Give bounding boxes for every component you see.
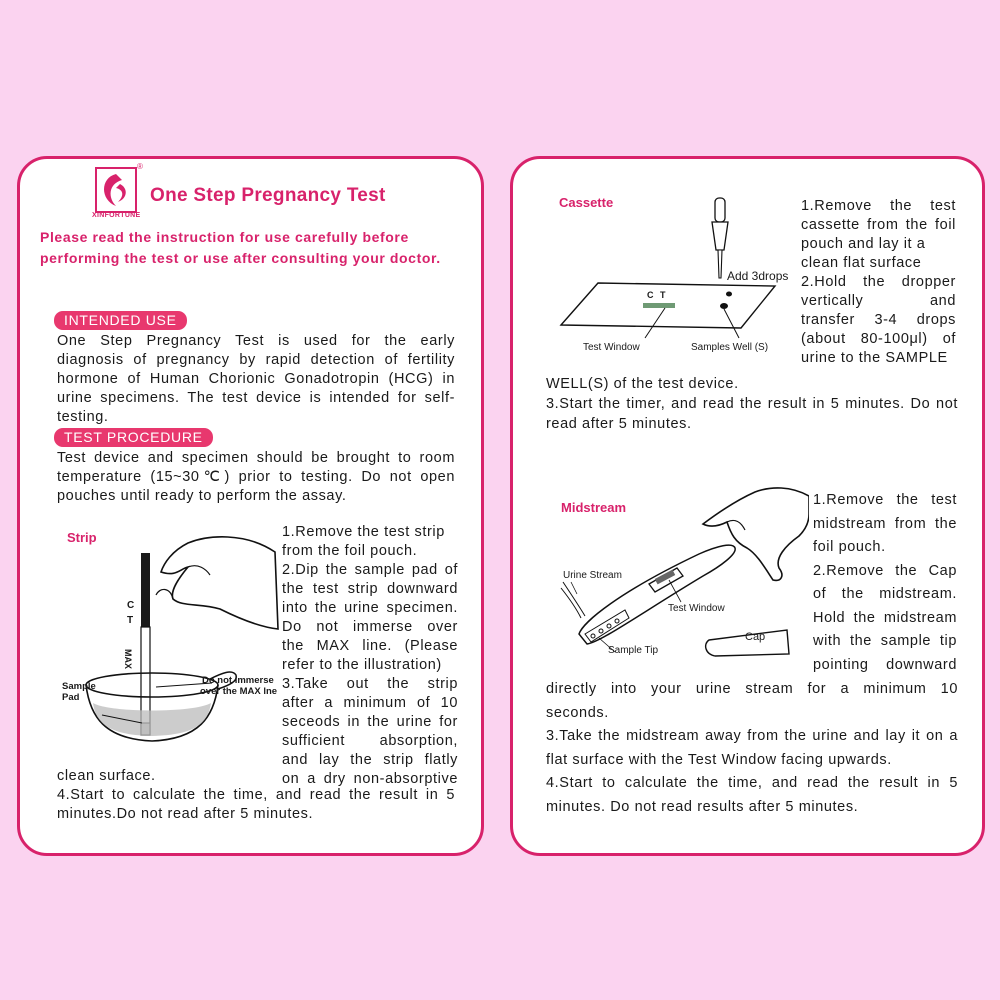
page-title: One Step Pregnancy Test xyxy=(150,185,386,206)
intended-use-text xyxy=(57,332,455,427)
step-line: pointing downward xyxy=(813,656,957,673)
urine-stream-label: Urine Stream xyxy=(563,570,622,581)
step-line: midstream from the xyxy=(813,515,957,532)
step-line: urine to the SAMPLE xyxy=(801,350,948,366)
samples-well-label: Samples Well (S) xyxy=(691,342,769,353)
brand-logo xyxy=(82,162,146,224)
text-line: Test device and specimen should be brought to room xyxy=(57,450,455,466)
step-line: with the sample tip xyxy=(813,633,957,649)
strip-dip-illustration xyxy=(60,527,285,752)
step-line: the test strip downward xyxy=(282,581,458,597)
cassette-label: Cassette xyxy=(559,195,614,210)
midstream-test-window-label: Test Window xyxy=(668,603,725,614)
cassette-ct-mark: C T xyxy=(647,290,668,300)
text-line: 4.Start to calculate the time, and read the result in 5 xyxy=(57,787,455,803)
dropper-icon xyxy=(712,198,728,278)
step-line: transfer 3-4 drops xyxy=(801,312,956,328)
text-line: WELL(S) of the test device. xyxy=(546,376,739,392)
step-line: and lay the strip flatly xyxy=(282,752,458,768)
midstream-steps xyxy=(813,489,957,677)
step-line: 2.Hold the dropper xyxy=(801,274,956,290)
text-line: temperature (15~30℃) prior to testing. Do not open xyxy=(57,469,455,485)
logo-text: XINFORTUNE xyxy=(92,212,141,219)
step-line: on a dry non-absorptive xyxy=(282,771,458,787)
left-instruction-card xyxy=(17,156,484,856)
strip-t-mark: T xyxy=(127,615,134,626)
cassette-tail-text xyxy=(546,374,958,434)
right-instruction-card xyxy=(510,156,985,856)
midstream-label: Midstream xyxy=(561,500,627,515)
cassette-steps xyxy=(801,197,956,368)
step-line: 3.Take out the strip xyxy=(282,676,458,692)
text-line: seconds. xyxy=(546,704,609,721)
step-line: 1.Remove the test strip xyxy=(282,524,445,540)
midstream-tail-text xyxy=(546,678,958,819)
step-line: pouch and lay it a xyxy=(801,236,926,252)
step-line: the MAX line. (Please xyxy=(282,638,458,654)
text-line: hormone of Human Chorionic Gonadotropin (HCG) in xyxy=(57,371,455,387)
step-line: into the urine specimen. xyxy=(282,600,458,616)
warning-line: Do not immerse xyxy=(202,675,274,686)
text-line: 4.Start to calculate the time, and read the result in 5 xyxy=(546,775,958,791)
strip-tail-text xyxy=(57,767,455,824)
cap-label: Cap xyxy=(745,631,766,643)
text-line: testing. xyxy=(57,409,109,425)
text-line: flat surface with the Test Window facing upwards. xyxy=(546,751,892,768)
step-line: refer to the illustration) xyxy=(282,657,442,673)
sample-tip-label: Sample Tip xyxy=(608,645,659,656)
step-line: (about 80-100μl) of xyxy=(801,331,956,347)
notice xyxy=(40,227,441,269)
sample-pad-line: Pad xyxy=(62,692,80,703)
step-line: from the foil pouch. xyxy=(282,543,418,559)
notice-line: performing the test or use after consulting your doctor. xyxy=(40,250,441,266)
test-strip-icon xyxy=(141,553,150,735)
text-line: minutes.Do not read after 5 minutes. xyxy=(57,806,314,822)
sample-pad-line: Sample xyxy=(62,681,96,692)
text-line: 3.Take the midstream away from the urine and lay it on a xyxy=(546,728,958,744)
urine-stream-icon xyxy=(561,582,585,618)
text-line: clean surface. xyxy=(57,768,156,784)
text-line: minutes. Do not read results after 5 minutes. xyxy=(546,798,859,815)
step-line: cassette from the foil xyxy=(801,217,956,233)
test-procedure-text xyxy=(57,449,455,506)
immerse-warning-label xyxy=(200,675,277,697)
notice-line: Please read the instruction for use carefully before xyxy=(40,229,409,245)
step-line: Hold the midstream xyxy=(813,609,957,626)
warning-line: over the MAX lne xyxy=(200,686,278,697)
step-line: after a minimum of 10 xyxy=(282,695,458,711)
strip-c-mark: C xyxy=(127,600,135,611)
text-line: 3.Start the timer, and read the result in 5 minutes. Do not xyxy=(546,396,958,412)
text-line: urine specimens. The test device is intended for self- xyxy=(57,390,455,406)
text-line: diagnosis of pregnancy by rapid detection of fertility xyxy=(57,352,455,368)
strip-max-mark: MAX xyxy=(123,649,133,669)
add-drops-label: Add 3drops xyxy=(727,269,789,283)
midstream-device-icon xyxy=(579,545,735,644)
cassette-device-icon xyxy=(561,283,775,328)
step-line: Do not immerse over xyxy=(282,619,458,635)
text-line: directly into your urine stream for a minimum 10 xyxy=(546,681,958,697)
registered-mark: ® xyxy=(137,162,143,171)
hand-icon xyxy=(156,537,278,629)
step-line: 2.Remove the Cap xyxy=(813,562,957,579)
strip-steps xyxy=(282,523,458,789)
step-line: 1.Remove the test xyxy=(813,492,957,508)
intended-use-label: INTENDED USE xyxy=(54,311,187,330)
text-line: read after 5 minutes. xyxy=(546,416,692,432)
text-line: pouches until ready to perform the assay. xyxy=(57,488,347,504)
step-line: seceods in the urine for xyxy=(282,714,458,730)
step-line: vertically and xyxy=(801,293,956,309)
strip-label: Strip xyxy=(67,530,97,545)
step-line: of the midstream. xyxy=(813,586,957,602)
test-window-label: Test Window xyxy=(583,342,640,353)
step-line: 2.Dip the sample pad of xyxy=(282,562,458,578)
step-line: foil pouch. xyxy=(813,539,886,555)
sample-pad-label xyxy=(62,681,96,703)
test-procedure-label: TEST PROCEDURE xyxy=(54,428,213,447)
step-line: clean flat surface xyxy=(801,255,922,271)
step-line: 1.Remove the test xyxy=(801,198,956,214)
step-line: sufficient absorption, xyxy=(282,733,458,749)
text-line: One Step Pregnancy Test is used for the early xyxy=(57,333,455,349)
